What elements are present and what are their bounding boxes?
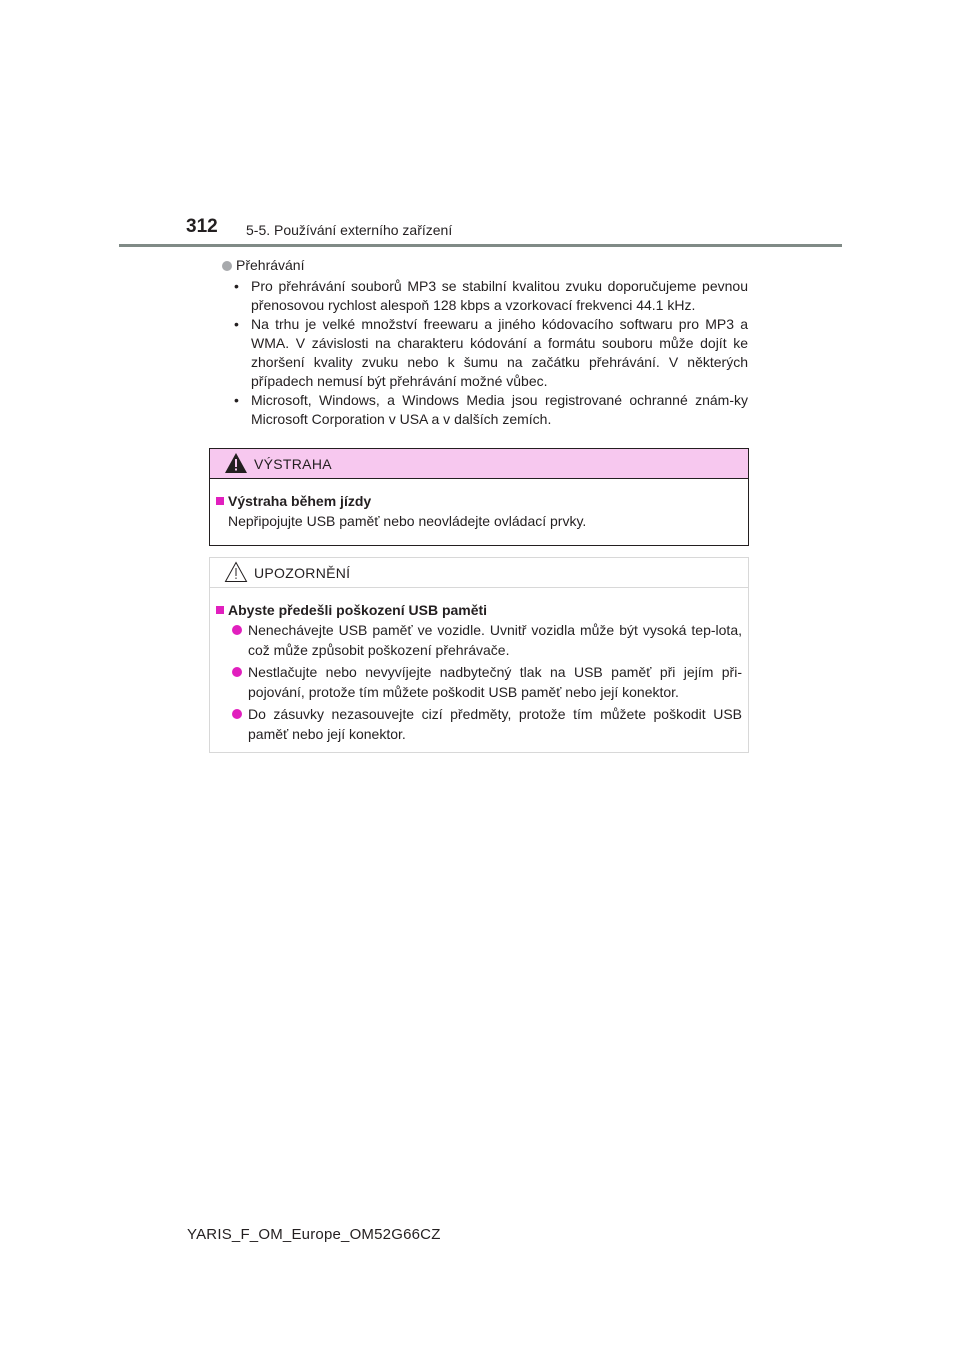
list-item: [216, 620, 742, 660]
page-header: [186, 216, 746, 240]
list-item: • Pro přehrávání souborů MP3 se stabilní kvalitou zvuku doporučujeme pevnou přenosovou rychlost alespoň 128 kbps a vzorkovací frekvenci 44.1 kHz.: [232, 277, 748, 315]
caution-title: UPOZORNĚNÍ: [254, 565, 351, 581]
playback-section: [222, 256, 748, 429]
pink-square-icon: [216, 606, 224, 614]
gray-bullet-icon: [222, 261, 232, 271]
pink-bullet-icon: [232, 667, 242, 677]
list-item: • Na trhu je velké množství freewaru a jiného kódovacího softwaru pro MP3 a WMA. V závislosti na charakteru kódování a formátu souboru může dojít ke zhoršení kvality zvuku nebo k šumu na začátku přehrávání. V některých případech nemusí být přehrávání možné vůbec.: [232, 315, 748, 391]
warning-heading-text: Výstraha během jízdy: [228, 493, 372, 509]
pink-bullet-icon: [232, 709, 242, 719]
caution-triangle-icon: [224, 561, 248, 583]
caution-box: [209, 557, 749, 753]
caution-subheading: [216, 600, 742, 620]
page-number: 312: [186, 216, 218, 237]
pink-bullet-icon: [232, 625, 242, 635]
list-item: [216, 662, 742, 702]
caution-item-list: [216, 620, 742, 744]
caution-box-header: [210, 558, 748, 588]
warning-triangle-icon: [224, 452, 248, 474]
warning-box: [209, 448, 749, 546]
warning-subheading: [216, 491, 742, 511]
caution-item-text: Nenechávejte USB paměť ve vozidle. Uvnitř vozidla může být vysoká tep-lota, což může způsobit poškození přehrávače.: [248, 622, 742, 658]
caution-heading-text: Abyste předešli poškození USB paměti: [228, 602, 488, 618]
warning-title: VÝSTRAHA: [254, 456, 332, 472]
warning-box-header: [210, 449, 748, 479]
caution-item-text: Nestlačujte nebo nevyvíjejte nadbytečný tlak na USB paměť při jejím při-pojování, protože tím můžete poškodit USB paměť nebo její konektor.: [248, 664, 742, 700]
playback-heading: [222, 256, 748, 275]
chapter-title: 5-5. Používání externího zařízení: [246, 222, 453, 238]
pink-square-icon: [216, 497, 224, 505]
caution-body: [210, 588, 748, 744]
list-item: • Microsoft, Windows, a Windows Media jsou registrované ochranné znám-ky Microsoft Corporation v USA a v dalších zemích.: [232, 391, 748, 429]
header-rule: [119, 244, 842, 247]
warning-body: [210, 479, 748, 531]
list-item: [216, 704, 742, 744]
caution-item-text: Do zásuvky nezasouvejte cizí předměty, protože tím můžete poškodit USB paměť nebo její konektor.: [248, 706, 742, 742]
playback-heading-text: Přehrávání: [236, 257, 305, 273]
playback-bullet-list: [222, 277, 748, 429]
document-footer: YARIS_F_OM_Europe_OM52G66CZ: [187, 1226, 441, 1243]
warning-text: Nepřipojujte USB paměť nebo neovládejte ovládací prvky.: [228, 513, 587, 529]
